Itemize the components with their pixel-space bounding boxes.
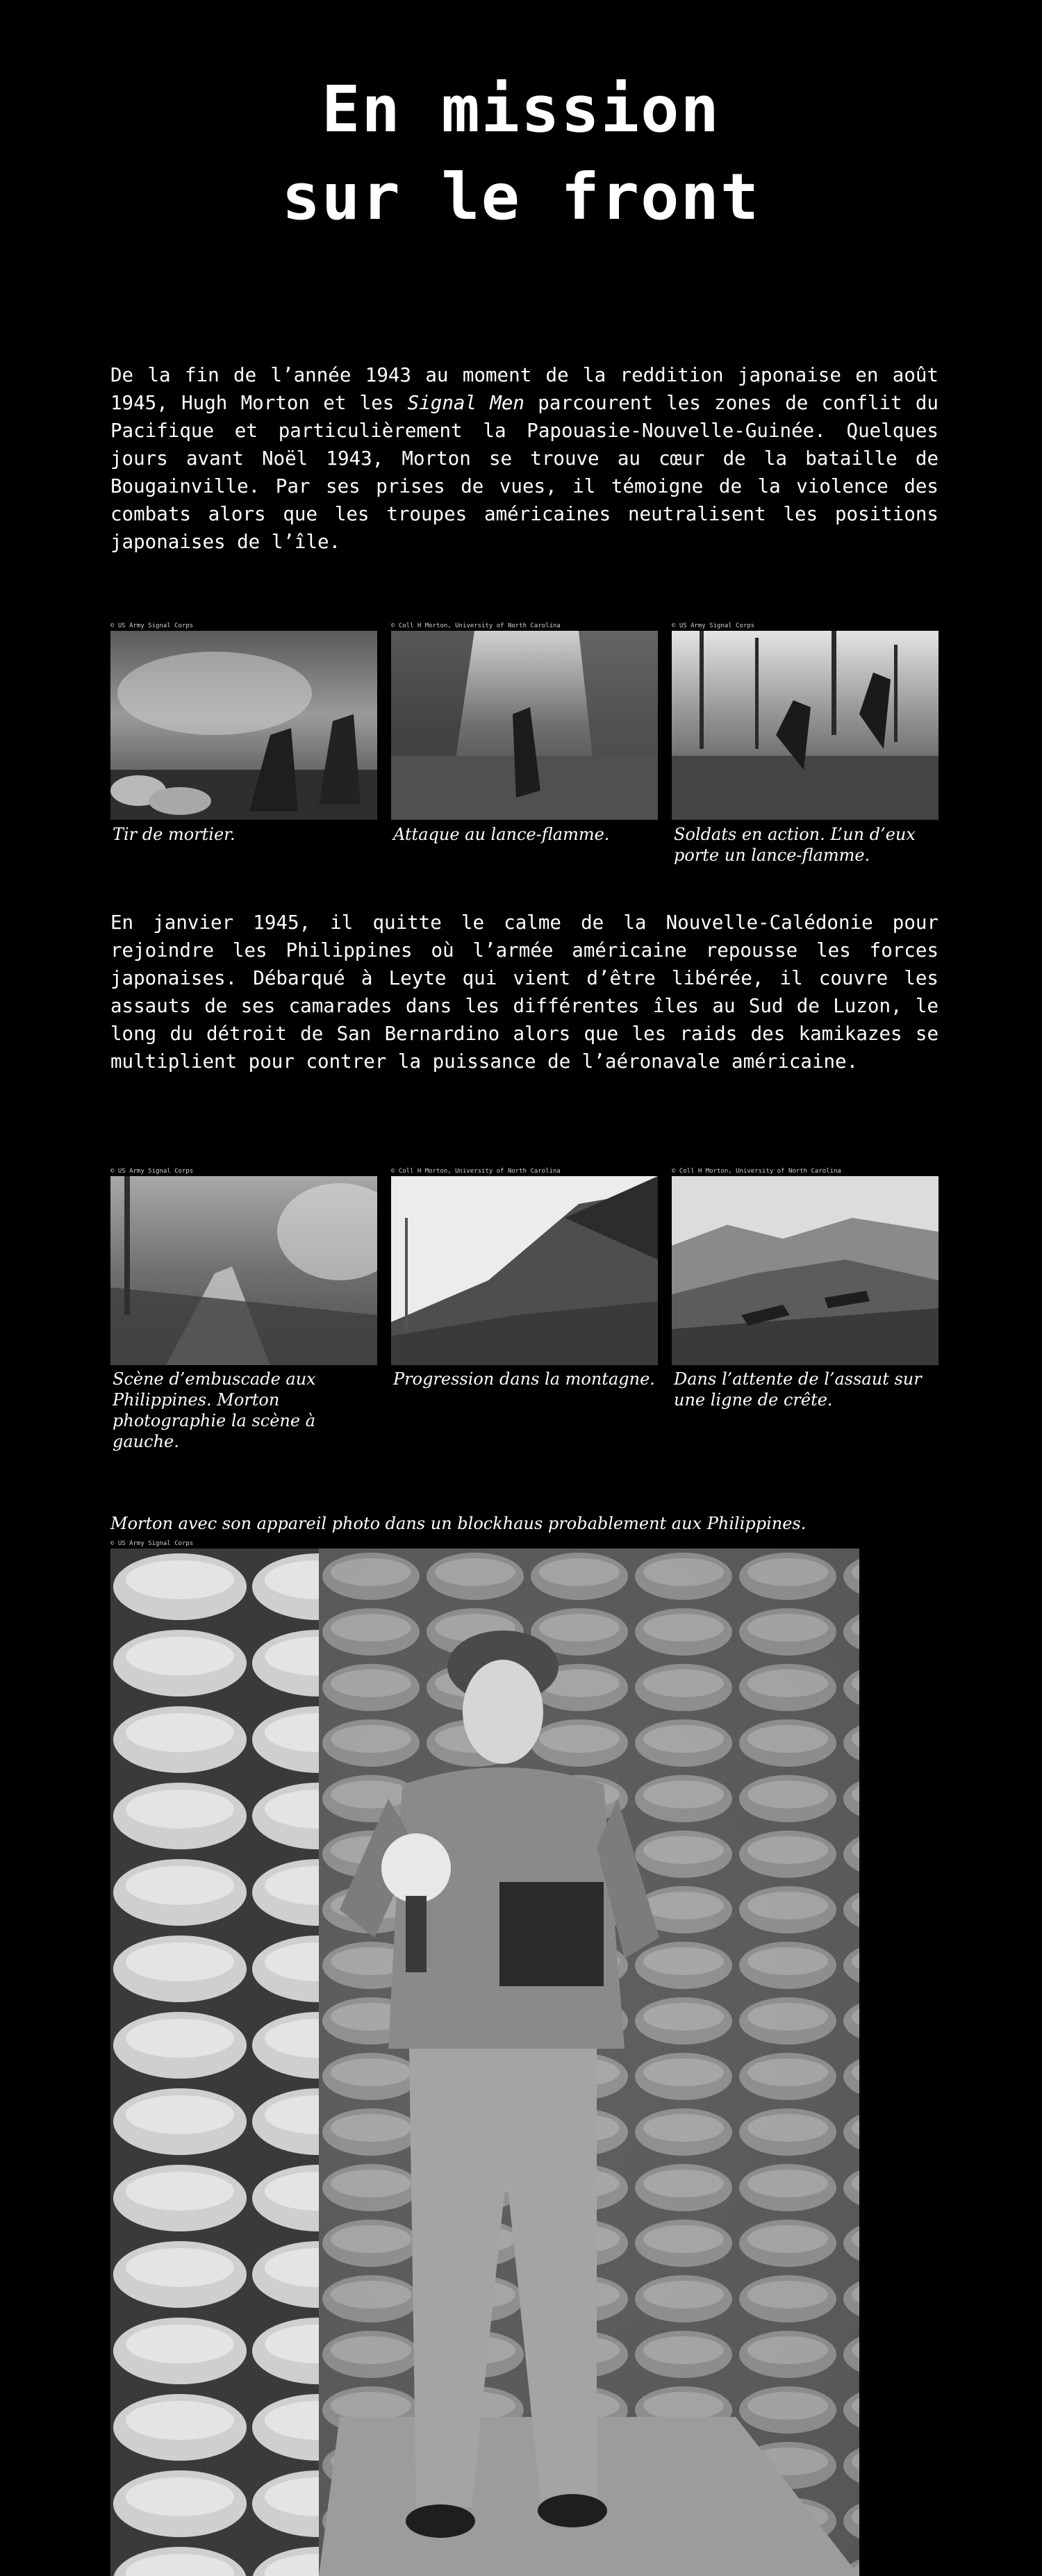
- philippines-paragraph: En janvier 1945, il quitte le calme de la Nouvelle-Calédonie pour rejoindre les Philippines où l’armée américaine repousse les forces japonaises. Débarqué à Leyte qui vient d’être libérée, il couvre les assauts de ses camarades dans les différentes îles au Sud de Luzon, le long du détroit de San Bernardino alors que les raids des kamikazes se multiplient pour contrer la puissance de l’aéronavale américaine.: [110, 911, 938, 1073]
- intro-paragraph: [110, 361, 938, 556]
- photo-morton-portrait: [110, 1549, 859, 2576]
- photo-caption: Attaque au lance-flamme.: [393, 825, 610, 844]
- page-title: [0, 66, 1042, 241]
- photo-caption: Soldats en action. L’un d’eux porte un lance-flamme.: [674, 825, 916, 865]
- photo-credit: © Coll H Morton, University of North Carolina: [391, 622, 561, 629]
- photo-caption: Scène d’embuscade aux Philippines. Morton photographie la scène à gauche.: [113, 1369, 316, 1451]
- photo-ridge-line: [672, 1176, 938, 1365]
- photo-mortar-fire: [110, 631, 377, 820]
- photo-credit: © US Army Signal Corps: [110, 1540, 194, 1547]
- photo-credit: © US Army Signal Corps: [672, 622, 755, 629]
- photo-mountain-progression: [391, 1176, 658, 1365]
- photo-caption: Dans l’attente de l’assaut sur une ligne de crête.: [674, 1369, 922, 1410]
- photo-caption: Progression dans la montagne.: [393, 1369, 655, 1389]
- photo-soldiers-in-action: [672, 631, 938, 820]
- intro-emphasis: Signal Men: [407, 392, 524, 414]
- intro-text-before: De la fin de l’année 1943 au moment de la reddition japonaise en août 1945, Hugh Morton et les: [110, 364, 938, 414]
- photo-ambush-scene: [110, 1176, 377, 1365]
- intro-text-after: parcourent les zones de conflit du Pacifique et particulièrement la Papouasie-Nouvelle-Guinée. Quelques jours avant Noël 1943, Morton se trouve au cœur de la bataille de Bougainville. Par ses prises de vues, il témoigne de la violence des combats alors que les troupes américaines neutralisent les positions japonaises de l’île.: [110, 392, 938, 553]
- photo-flamethrower-attack: [391, 631, 658, 820]
- title-line-1: En mission: [322, 72, 720, 147]
- photo-credit: © Coll H Morton, University of North Carolina: [391, 1168, 561, 1175]
- title-line-2: sur le front: [281, 160, 761, 234]
- photo-credit: © Coll H Morton, University of North Carolina: [672, 1168, 841, 1175]
- photo-caption: Tir de mortier.: [113, 825, 235, 844]
- portrait-caption: Morton avec son appareil photo dans un blockhaus probablement aux Philippines.: [110, 1514, 807, 1533]
- photo-credit: © US Army Signal Corps: [110, 622, 194, 629]
- photo-credit: © US Army Signal Corps: [110, 1168, 194, 1175]
